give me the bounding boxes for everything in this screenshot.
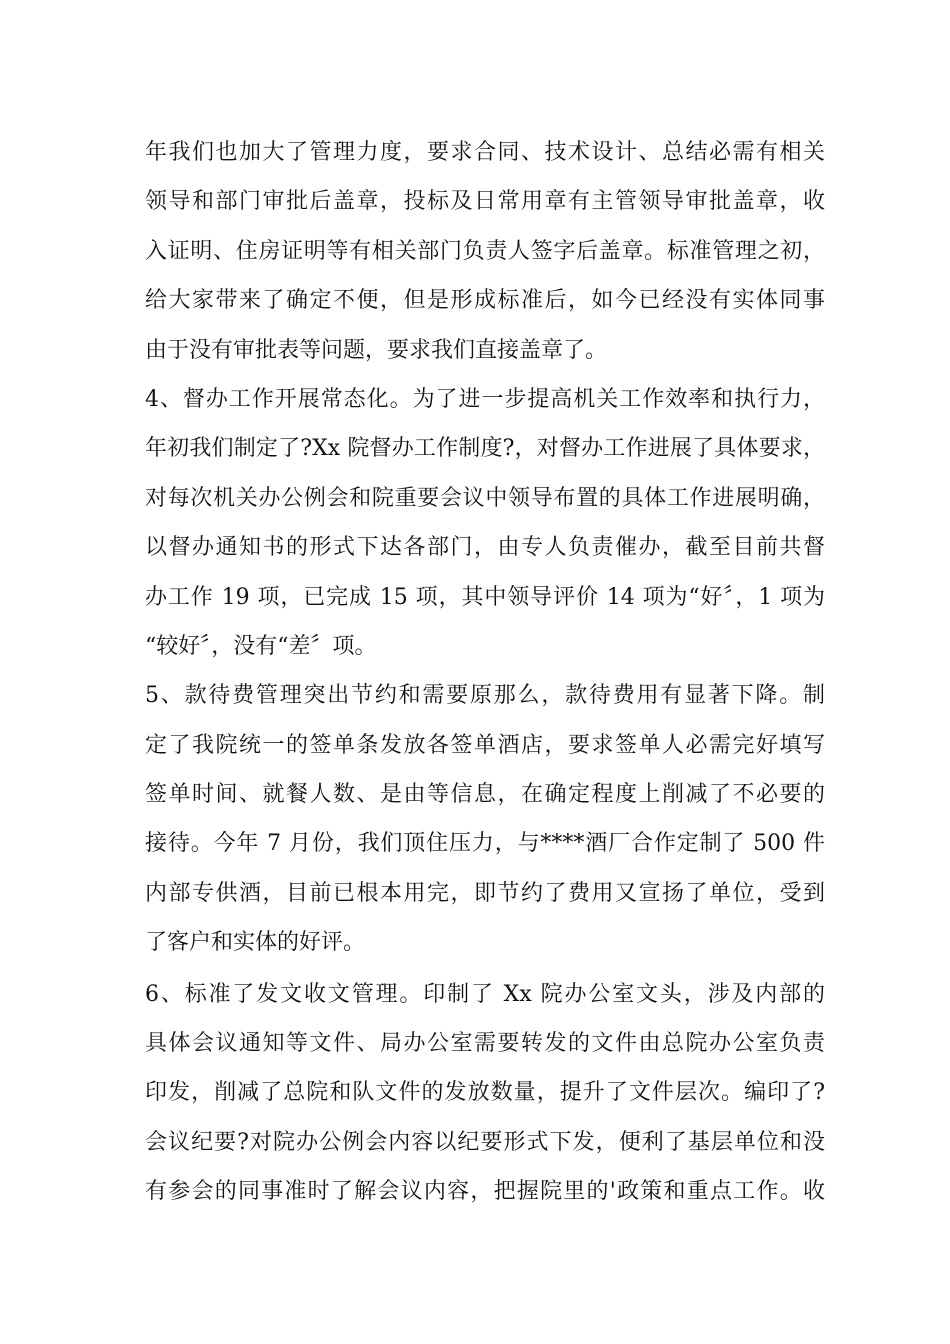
text-line: 对每次机关办公例会和院重要会议中领导布置的具体工作进展明确， <box>145 485 825 511</box>
text-line: 入证明、住房证明等有相关部门负责人签字后盖章。标准管理之初， <box>145 238 825 264</box>
text-line: 定了我院统一的签单条发放各签单酒店，要求签单人必需完好填写 <box>145 732 825 758</box>
text-line: 印发，削减了总院和队文件的发放数量，提升了文件层次。编印了? <box>145 1080 825 1106</box>
text-line: 接待。今年 7 月份，我们顶住压力，与****酒厂合作定制了 500 件 <box>145 831 825 857</box>
text-line: 会议纪要?对院办公例会内容以纪要形式下发，便利了基层单位和没 <box>145 1129 825 1155</box>
text-line: 6、标准了发文收文管理。印制了 Xx 院办公室文头，涉及内部的 <box>145 981 825 1007</box>
text-line: 年初我们制定了?Xx 院督办工作制度?，对督办工作进展了具体要求， <box>145 436 825 462</box>
text-line: 了客户和实体的好评。 <box>145 930 366 956</box>
text-line: 内部专供酒，目前已根本用完，即节约了费用又宣扬了单位，受到 <box>145 880 825 906</box>
text-line: 由于没有审批表等问题，要求我们直接盖章了。 <box>145 337 608 363</box>
text-line: 4、督办工作开展常态化。为了进一步提高机关工作效率和执行力， <box>145 386 825 412</box>
text-line: 以督办通知书的形式下达各部门，由专人负责催办，截至目前共督 <box>145 535 825 561</box>
text-line: 签单时间、就餐人数、是由等信息，在确定程度上削减了不必要的 <box>145 782 825 808</box>
text-line: 年我们也加大了管理力度，要求合同、技术设计、总结必需有相关 <box>145 140 825 165</box>
text-line: 有参会的同事准时了解会议内容，把握院里的'政策和重点工作。收 <box>145 1179 825 1205</box>
body-text <box>145 128 825 1217</box>
text-line: 领导和部门审批后盖章，投标及日常用章有主管领导审批盖章，收 <box>145 189 825 215</box>
text-line: “较好〞，没有“差〞项。 <box>145 633 377 659</box>
text-line: 办工作 19 项，已完成 15 项，其中领导评价 14 项为“好〞，1 项为 <box>145 584 825 610</box>
text-line: 5、款待费管理突出节约和需要原那么，款待费用有显著下降。制 <box>145 683 825 709</box>
text-line: 具体会议通知等文件、局办公室需要转发的文件由总院办公室负责 <box>145 1031 825 1057</box>
text-line: 给大家带来了确定不便，但是形成标准后，如今已经没有实体同事 <box>145 288 825 314</box>
